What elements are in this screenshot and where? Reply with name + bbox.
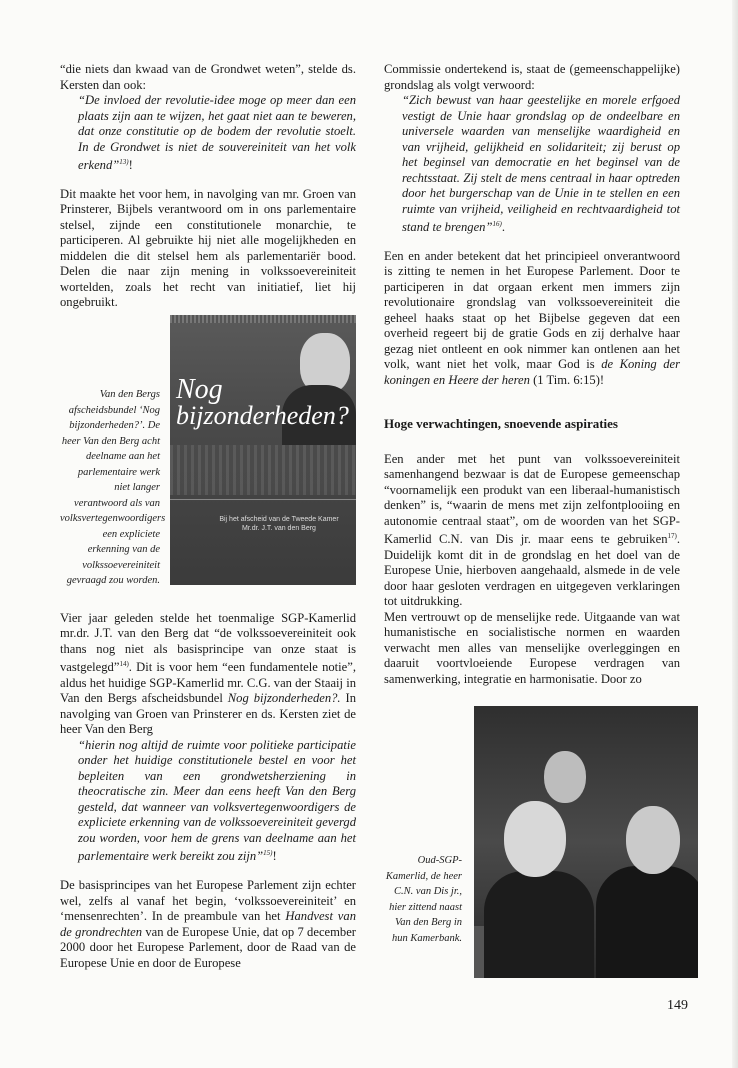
portrait-head xyxy=(300,333,350,393)
book-subtitle: Bij het afscheid van de Tweede Kamer Mr.dr. J.T. van den Berg xyxy=(219,516,339,532)
border-strip xyxy=(170,315,356,323)
paragraph: Men vertrouwt op de menselijke rede. Uitgaande van wat humanistische en socialistische normen en waarden verwacht men alles van menselijke overleggingen en daaruit voortvloeiende Europese verdragen van samenwerking, integratie en harmonisatie. Door zo xyxy=(384,609,680,686)
person-body xyxy=(484,871,594,978)
paragraph: Een ander met het punt van volkssoevereiniteit samenhangend bezwaar is dat de Europese gemeenschap “voornamelijk een produkt van een liberaal-humanistisch denken” is, “waarin de mens met zijn zelfontplooiing en autonomie centraal staat”, om de woorden van het SGP-Kamerlid C.N. van Dis jr. maar eens te gebruiken$^{17)}$. Duidelijk komt dit in de grondslag en het doel van de Europese Unie, hierboven aangehaald, alsmede in de vele door haar gesloten verdragen en uitgegeven verklaringen tot uitdrukking. xyxy=(384,451,680,609)
quote: “De invloed der revolutie-idee moge op meer dan een plaats zijn aan te wijzen, het gaat niet aan te beweren, dat onze constitutie op de bodem der revolutie stoelt. In de Grondwet is niet de souvereiniteit van het volk erkend”$^{13)}$! xyxy=(78,93,356,173)
paragraph: De basisprincipes van het Europese Parlement zijn echter wel, zelfs al vanaf het begin, ‘volkssoevereiniteit’ en ‘mensenrechten’. In de preambule van het Handvest van de grondrechten van de Europese Unie, dat op 7 december 2000 door het Europese Parlement, door de Raad van de Europese Unie en door de Europese xyxy=(60,878,356,970)
paragraph: Dit maakte het voor hem, in navolging van mr. Groen van Prinsterer, Bijbels verantwoord om in ons parlementaire stelsel, zijnde een constitutionele monarchie, te participeren. Al gebruikte hij niet alle mogelijkheden en middelen die dit stelsel hem als parlementariër bood. Delen die naar zijn mening in volkssoevereiniteit wortelden, zoals het recht van initiatief, liet hij ongebruikt. xyxy=(60,186,356,310)
person-body xyxy=(596,866,698,978)
cover-divider xyxy=(170,499,356,500)
quote: “Zich bewust van haar geestelijke en morele erfgoed vestigt de Unie haar grondslag op de ondeelbare en universele waarden van menselijke waardigheid en van vrijheid, gelijkheid en solidariteit; zij berust op het beginsel van democratie en het beginsel van de rechtsstaat. Zij stelt de mens centraal in haar optreden door het burgerschap van de Unie in te stellen en een ruimte van vrijheid, veiligheid en rechtvaardigheid tot stand te brengen”$^{16)}$. xyxy=(402,93,680,235)
figure-caption: Van den Bergs afscheidsbundel ‘Nog bijzonderheden?’. De heer Van den Berg acht deelname aan het parlementaire werk niet langer verantwoord als van volksvertegenwoordigers een expliciete erkenning van de volkssoevereiniteit gevraagd zou worden. xyxy=(60,389,166,586)
right-column xyxy=(384,62,680,687)
parliament-seats xyxy=(170,445,356,495)
parliament-bench-photo xyxy=(474,706,698,978)
person-head xyxy=(626,806,680,874)
person-head xyxy=(504,801,566,877)
book-title-line1: Nog xyxy=(176,374,223,405)
paragraph: Een en ander betekent dat het principieel onverantwoord is zitting te nemen in het Europese Parlement. Door te participeren in dat orgaan erkent men immers zijn revolutionaire grondslag van volkssoevereiniteit die geheel haaks staat op het Bijbelse gegeven dat een overheid regeert bij de gratie Gods en zij derhalve haar gezag niet ontleent en ook nimmer kan ontlenen aan het volk, want niet het volk, maar God is de Koning der koningen en Heere der heren (1 Tim. 6:15)! xyxy=(384,248,680,387)
person-head xyxy=(544,751,586,803)
page-edge xyxy=(732,0,738,1068)
paragraph: Vier jaar geleden stelde het toenmalige SGP-Kamerlid mr.dr. J.T. van den Berg dat “de volkssoevereiniteit ook thans nog niet als basisprincipe van onze staat is vastgelegd”$^{14)}$. Dit is voor hem “een fundamentele notie”, aldus het huidige SGP-Kamerlid mr. C.G. van der Staaij in Van den Bergs afscheidsbundel Nog bijzonderheden?. In navolging van Groen van Prinsterer en ds. Kersten ziet de heer Van den Berg xyxy=(60,610,356,737)
figure-caption: Oud-SGP-Kamerlid, de heer C.N. van Dis jr., hier zittend naast Van den Berg in hun Kamerbank. xyxy=(385,855,462,944)
page-number: 149 xyxy=(667,998,688,1013)
book-title-line2: bijzonderheden? xyxy=(176,401,349,430)
book-cover-photo xyxy=(170,315,356,585)
quote: “hierin nog altijd de ruimte voor politieke participatie onder het huidige constitutionele bestel en voor het bepleiten van een grondwetsherziening in theocratische zin. Meer dan eens heeft Van den Berg gesteld, dat wanneer van volksvertegenwoordigers de expliciete erkenning van de volkssoevereiniteit gevergd zou worden, voor hem de grens van deelname aan het parlementaire werk bereikt zou zijn”$^{15)}$! xyxy=(78,737,356,864)
paragraph: “die niets dan kwaad van de Grondwet weten”, stelde ds. Kersten dan ook: xyxy=(60,62,356,92)
paragraph: Commissie ondertekend is, staat de (gemeenschappelijke) grondslag als volgt verwoord: xyxy=(384,62,680,92)
section-heading: Hoge verwachtingen, snoevende aspiraties xyxy=(384,416,618,432)
